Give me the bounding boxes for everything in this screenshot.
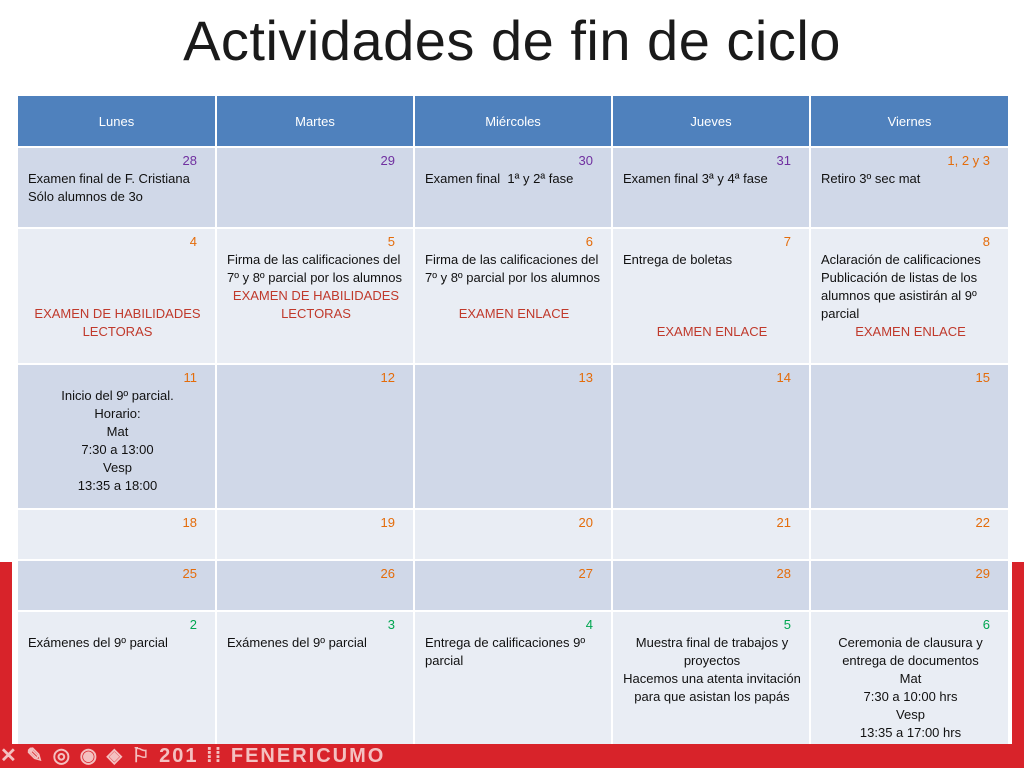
day-cell: [612, 611, 810, 757]
day-number: 7: [783, 234, 791, 249]
exam-label: EXAMEN ENLACE: [656, 324, 768, 339]
day-number: 12: [380, 370, 395, 385]
day-number: 26: [380, 566, 395, 581]
day-cell: [216, 509, 414, 560]
cell-text: Hacemos una atenta invitación para que asistan los papás: [623, 671, 801, 704]
day-number: 15: [975, 370, 990, 385]
cell-text: Ceremonia de clausura y entrega de documentos: [838, 635, 983, 668]
day-cell: [17, 611, 216, 757]
day-number: 18: [182, 515, 197, 530]
header-monday: Lunes: [17, 95, 216, 147]
day-number: 29: [380, 153, 395, 168]
day-cell: [414, 147, 612, 228]
day-cell: [810, 228, 1009, 364]
day-cell: [414, 364, 612, 509]
day-number: 31: [776, 153, 791, 168]
day-cell: [612, 560, 810, 611]
cell-text: Exámenes del 9º parcial: [227, 635, 367, 650]
cell-text: Publicación de listas de los alumnos que asistirán al 9º parcial: [821, 270, 978, 321]
day-number: 1, 2 y 3: [947, 153, 990, 168]
cell-text: 13:35 a 18:00: [77, 478, 158, 493]
day-cell: [17, 147, 216, 228]
day-number: 14: [776, 370, 791, 385]
cell-text: Sólo alumnos de 3o: [28, 189, 143, 204]
exam-label: EXAMEN ENLACE: [458, 306, 570, 321]
day-cell: [612, 509, 810, 560]
day-number: 21: [776, 515, 791, 530]
cell-text: Aclaración de calificaciones: [821, 252, 981, 267]
day-number: 29: [975, 566, 990, 581]
week-row: [17, 509, 1009, 560]
cell-text: Firma de las calificaciones del 7º y 8º parcial por los alumnos: [425, 252, 600, 285]
exam-label: EXAMEN ENLACE: [855, 324, 966, 339]
day-number: 25: [182, 566, 197, 581]
day-cell: [414, 509, 612, 560]
week-row: [17, 364, 1009, 509]
day-cell: [810, 611, 1009, 757]
header-friday: Viernes: [810, 95, 1009, 147]
footer-logo-text: ✕ ✎ ◎ ◉ ◈ ⚐ 201 ⁞⁞ FENERICUMO: [0, 745, 386, 767]
week-row: [17, 228, 1009, 364]
day-cell: [216, 364, 414, 509]
cell-text: Firma de las calificaciones del 7º y 8º parcial por los alumnos: [227, 252, 402, 285]
day-cell: [612, 364, 810, 509]
day-cell: [810, 147, 1009, 228]
cell-text: Inicio del 9º parcial.: [61, 388, 174, 403]
day-number: 4: [189, 234, 197, 249]
header-row: [17, 95, 1009, 147]
week-row: [17, 147, 1009, 228]
day-cell: [216, 147, 414, 228]
day-number: 22: [975, 515, 990, 530]
day-number: 19: [380, 515, 395, 530]
day-cell: [17, 560, 216, 611]
day-cell: [216, 560, 414, 611]
day-number: 11: [183, 370, 197, 385]
right-accent-bar: [1012, 562, 1024, 768]
day-cell: [216, 228, 414, 364]
cell-text: Exámenes del 9º parcial: [28, 635, 168, 650]
day-cell: [612, 147, 810, 228]
cell-text: Retiro 3º sec mat: [821, 171, 921, 186]
day-number: 2: [189, 617, 197, 632]
header-thursday: Jueves: [612, 95, 810, 147]
day-cell: [810, 364, 1009, 509]
day-number: 8: [982, 234, 990, 249]
header-tuesday: Martes: [216, 95, 414, 147]
day-cell: [414, 228, 612, 364]
day-number: 28: [776, 566, 791, 581]
day-cell: [216, 611, 414, 757]
day-number: 28: [182, 153, 197, 168]
day-number: 5: [387, 234, 395, 249]
cell-text: 13:35 a 17:00 hrs: [859, 725, 962, 740]
day-number: 6: [982, 617, 990, 632]
exam-label: EXAMEN DE HABILIDADES LECTORAS: [232, 288, 400, 321]
header-wednesday: Miércoles: [414, 95, 612, 147]
day-cell: [17, 364, 216, 509]
exam-label: EXAMEN DE HABILIDADES LECTORAS: [34, 306, 201, 339]
day-cell: [414, 560, 612, 611]
cell-text: Vesp: [103, 460, 132, 475]
cell-text: Muestra final de trabajos y proyectos: [635, 635, 789, 668]
day-cell: [810, 560, 1009, 611]
cell-text: Mat: [106, 424, 129, 439]
cell-text: Entrega de boletas: [623, 252, 733, 267]
cell-text: Vesp: [896, 707, 925, 722]
cell-text: Examen final de F. Cristiana: [28, 171, 190, 186]
day-cell: [612, 228, 810, 364]
day-cell: [17, 509, 216, 560]
day-number: 3: [387, 617, 395, 632]
day-number: 20: [578, 515, 593, 530]
week-row: [17, 611, 1009, 757]
cell-text: Examen final 1ª y 2ª fase: [425, 171, 574, 186]
cell-text: 7:30 a 13:00: [81, 442, 154, 457]
cell-text: Horario:: [94, 406, 141, 421]
day-number: 13: [578, 370, 593, 385]
day-cell: [810, 509, 1009, 560]
cell-text: Entrega de calificaciones 9º parcial: [425, 635, 586, 668]
day-number: 30: [578, 153, 593, 168]
cell-text: Mat: [899, 671, 922, 686]
footer-logo-band: [0, 744, 1024, 768]
left-accent-bar: [0, 562, 12, 768]
cell-text: 7:30 a 10:00 hrs: [863, 689, 958, 704]
day-number: 27: [578, 566, 593, 581]
day-number: 5: [783, 617, 791, 632]
calendar-table: [16, 94, 1010, 758]
page-title: Actividades de fin de ciclo: [183, 9, 841, 72]
cell-text: Examen final 3ª y 4ª fase: [623, 171, 768, 186]
day-cell: [414, 611, 612, 757]
day-cell: [17, 228, 216, 364]
week-row: [17, 560, 1009, 611]
day-number: 4: [585, 617, 593, 632]
day-number: 6: [585, 234, 593, 249]
